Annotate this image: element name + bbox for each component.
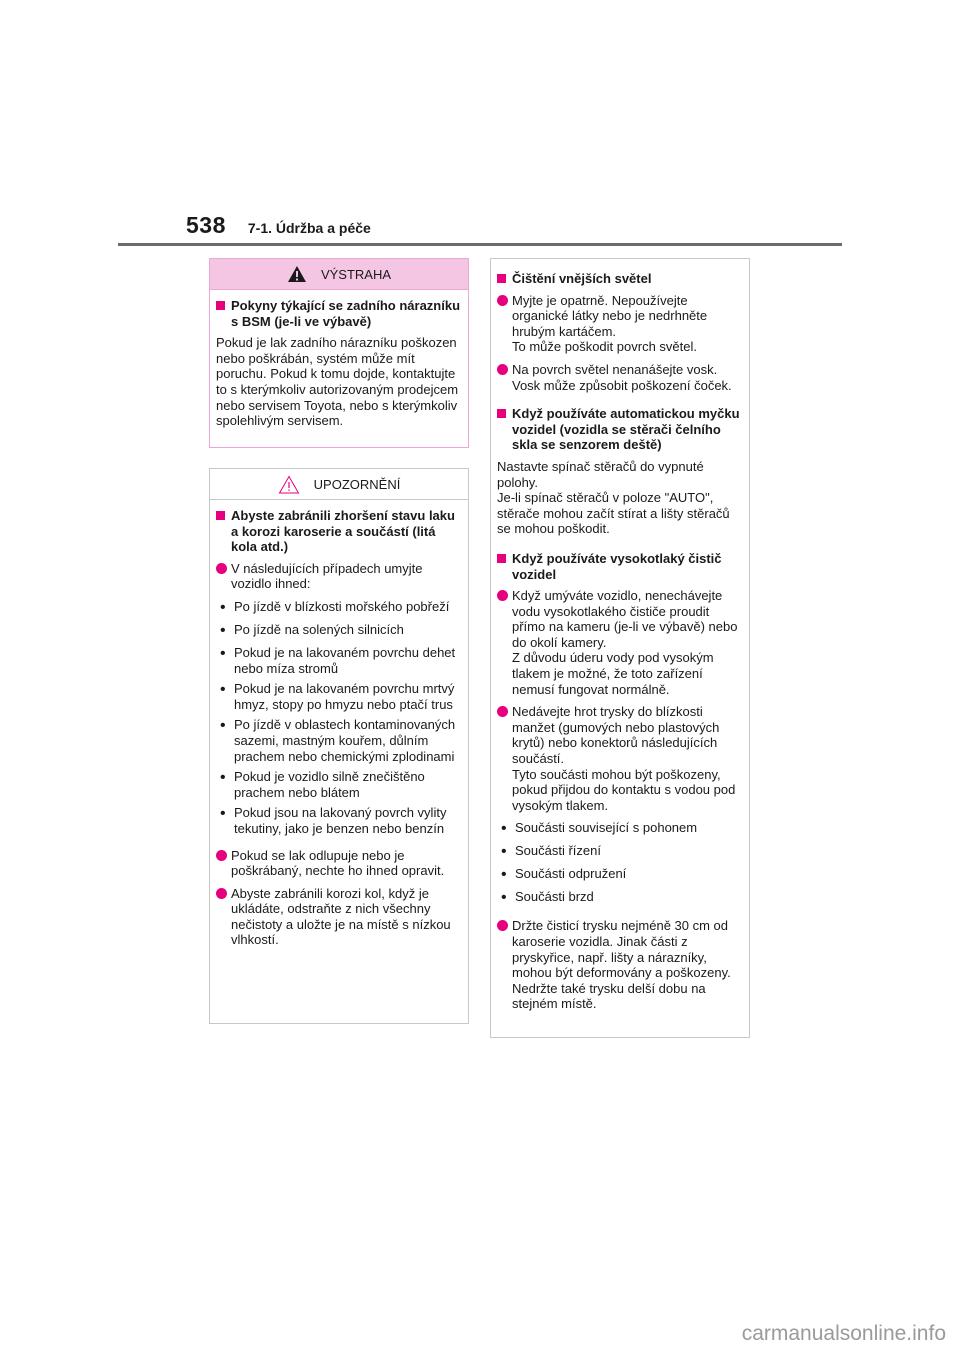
info-box bbox=[490, 258, 750, 1038]
page-number: 538 bbox=[186, 212, 226, 238]
section-heading: Když používáte vysokotlaký čistič vozidel bbox=[497, 551, 743, 582]
warning-text: Pokud je lak zadního nárazníku poškozen nebo poškrábán, systém může mít poruchu. Pokud k tomu dojde, kontaktujte to s kterýmkoliv autorizovaným prodejcem nebo servisem Toyota, nebo s kterýmkoliv spolehlivým servisem. bbox=[216, 335, 459, 429]
square-bullet-icon bbox=[497, 554, 506, 563]
circle-bullet-icon bbox=[497, 920, 508, 931]
sub-list-item: • Pokud je vozidlo silně znečištěno prachem nebo blátem bbox=[220, 769, 425, 800]
circle-bullet-icon bbox=[216, 850, 227, 861]
sub-list-item: • Součásti řízení bbox=[501, 843, 601, 861]
list-item: V následujících případech umyjte vozidlo ihned: bbox=[216, 561, 462, 592]
header-rule bbox=[118, 243, 842, 246]
notice-box bbox=[209, 468, 469, 1024]
warning-box bbox=[209, 258, 469, 448]
notice-heading: Abyste zabránili zhoršení stavu laku a korozi karoserie a součástí (litá kola atd.) bbox=[216, 508, 462, 555]
page-header bbox=[186, 212, 371, 239]
section-heading: Když používáte automatickou myčku vozidel (vozidla se stěrači čelního skla se senzorem deště) bbox=[497, 406, 743, 453]
sub-list-item: • Součásti brzd bbox=[501, 889, 594, 907]
circle-bullet-icon bbox=[216, 563, 227, 574]
notice-title-text: UPOZORNĚNÍ bbox=[313, 476, 401, 492]
circle-bullet-icon bbox=[497, 590, 508, 601]
sub-list-item: • Po jízdě v oblastech kontaminovaných sazemi, mastným kouřem, důlním prachem nebo chemickými zplodinami bbox=[220, 717, 456, 764]
caution-triangle-outline-icon bbox=[278, 475, 300, 494]
watermark: carmanualsonline.info bbox=[741, 1322, 946, 1345]
warning-title-text: VÝSTRAHA bbox=[320, 266, 392, 282]
square-bullet-icon bbox=[216, 511, 225, 520]
square-bullet-icon bbox=[497, 274, 506, 283]
sub-list-item: • Součásti související s pohonem bbox=[501, 820, 698, 838]
list-item: Myjte je opatrně. Nepoužívejte organické látky nebo je nedrhněte hrubým kartáčem. To může poškodit povrch světel. bbox=[497, 293, 743, 355]
list-item: Nedávejte hrot trysky do blízkosti manžet (gumových nebo plastových krytů) nebo konektorů následujících součástí. Tyto součásti mohou být poškozeny, pokud přijdou do kontaktu s vodou pod vysokým tlakem. bbox=[497, 704, 743, 813]
section-title: 7-1. Údržba a péče bbox=[247, 220, 371, 236]
sub-list-item: • Pokud je na lakovaném povrchu mrtvý hmyz, stopy po hmyzu nebo ptačí trus bbox=[220, 681, 455, 712]
list-item: Když umýváte vozidlo, nenechávejte vodu vysokotlakého čističe proudit přímo na kameru (je-li ve výbavě) nebo do okolí kamery. Z důvodu úderu vody pod vysokým tlakem je možné, že toto zařízení nemusí fungovat normálně. bbox=[497, 588, 743, 697]
warning-box-title bbox=[210, 259, 468, 290]
sub-list-item: • Po jízdě v blízkosti mořského pobřeží bbox=[220, 598, 450, 616]
notice-box-title bbox=[210, 469, 468, 500]
square-bullet-icon bbox=[497, 409, 506, 418]
sub-list-item: • Pokud je na lakovaném povrchu dehet nebo míza stromů bbox=[220, 644, 456, 676]
list-item: Na povrch světel nenanášejte vosk. Vosk může způsobit poškození čoček. bbox=[497, 362, 743, 393]
list-item: Abyste zabránili korozi kol, když je ukládáte, odstraňte z nich všechny nečistoty a uložte je na místě s nízkou vlhkostí. bbox=[216, 886, 462, 948]
circle-bullet-icon bbox=[497, 295, 508, 306]
list-item: Držte čisticí trysku nejméně 30 cm od karoserie vozidla. Jinak části z pryskyřice, např. lišty a nárazníky, mohou být deformovány a poškozeny. Nedržte také trysku delší dobu na stejném místě. bbox=[497, 918, 743, 1012]
square-bullet-icon bbox=[216, 301, 225, 310]
warning-triangle-icon bbox=[287, 265, 307, 283]
sub-list-item: • Po jízdě na solených silnicích bbox=[220, 621, 404, 639]
sub-list-item: • Součásti odpružení bbox=[501, 866, 627, 884]
warning-heading: Pokyny týkající se zadního nárazníku s BSM (je-li ve výbavě) bbox=[216, 298, 462, 329]
sub-list-item: • Pokud jsou na lakovaný povrch vylity tekutiny, jako je benzen nebo benzín bbox=[220, 805, 447, 836]
circle-bullet-icon bbox=[216, 888, 227, 899]
paragraph: Nastavte spínač stěračů do vypnuté polohy. Je-li spínač stěračů v poloze "AUTO", stěrače mohou začít stírat a lišty stěračů se mohou poškodit. bbox=[497, 458, 730, 537]
section-heading: Čištění vnějších světel bbox=[497, 271, 743, 287]
circle-bullet-icon bbox=[497, 706, 508, 717]
list-item: Pokud se lak odlupuje nebo je poškrábaný, nechte ho ihned opravit. bbox=[216, 848, 462, 879]
circle-bullet-icon bbox=[497, 364, 508, 375]
